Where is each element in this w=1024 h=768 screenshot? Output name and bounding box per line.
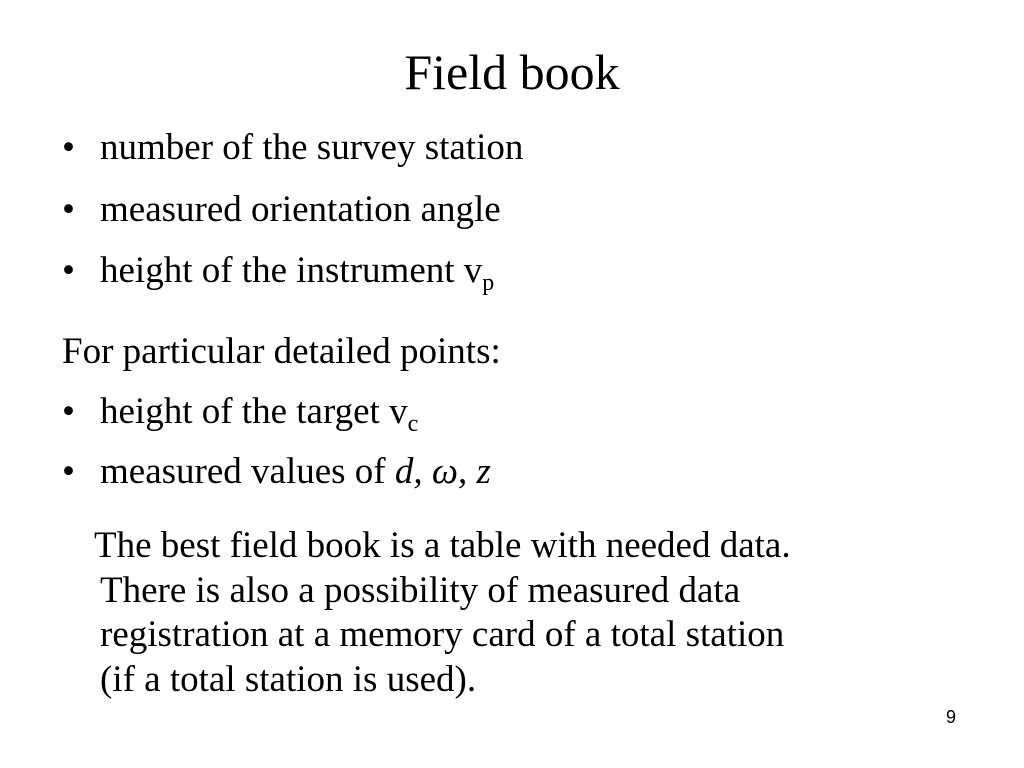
bullet-symbol: • <box>62 189 75 230</box>
paragraph-line: (if a total station is used). <box>100 658 477 700</box>
bullet-symbol: • <box>62 391 75 432</box>
bullet-text: height of the instrument v <box>100 250 483 291</box>
bullet-item-measured-values <box>62 450 491 494</box>
bullet-symbol: • <box>62 250 75 291</box>
bullet-text: measured values of <box>100 451 395 492</box>
page-number: 9 <box>946 707 957 727</box>
bullet-symbol: • <box>62 127 75 168</box>
subscript: c <box>407 411 419 437</box>
paragraph-line: There is also a possibility of measured data <box>100 569 741 611</box>
italic-variables: d, ω, z <box>394 451 491 492</box>
subscript: p <box>482 270 495 296</box>
slide-title: Field book <box>404 44 620 100</box>
bullet-item-survey-station <box>62 126 523 170</box>
section-heading: For particular detailed points: <box>62 331 501 372</box>
bullet-item-target-height <box>62 390 419 437</box>
summary-paragraph <box>94 524 980 702</box>
paragraph-line: registration at a memory card of a total station <box>100 614 785 655</box>
bullet-item-instrument-height <box>62 249 495 296</box>
bullet-text: height of the target v <box>100 391 408 432</box>
paragraph-line: The best field book is a table with needed data. <box>94 525 791 566</box>
bullet-symbol: • <box>62 451 75 492</box>
bullet-text: measured orientation angle <box>100 189 501 230</box>
bullet-text: number of the survey station <box>100 127 524 168</box>
bullet-item-orientation-angle <box>62 188 501 232</box>
